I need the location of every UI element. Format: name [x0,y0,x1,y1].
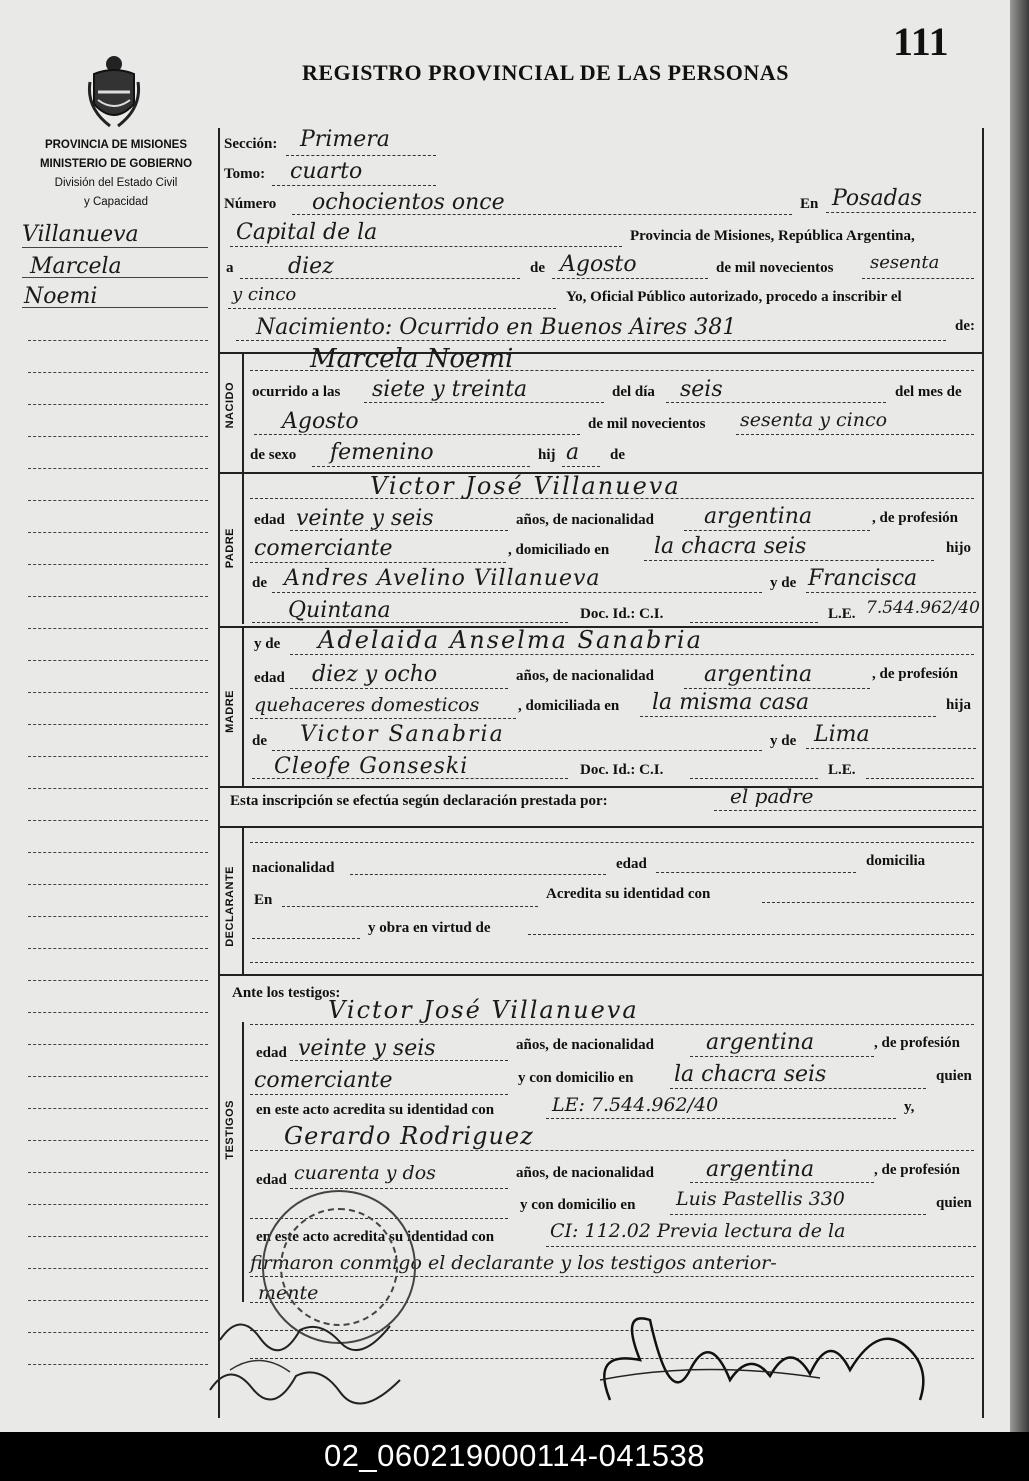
page-edge-shadow [1010,0,1029,1432]
value-cierre-1: firmaron conmigo el declarante y los testigos anterior- [250,1252,777,1274]
label-madre-y-de: y de [254,636,281,652]
value-anio-nac: sesenta y cinco [740,409,888,431]
label-del-mes: del mes de [895,384,962,400]
label-t2-quien: quien [936,1195,972,1211]
label-padre-anos: años, de nacionalidad [516,512,654,528]
left-frame-line [218,128,220,1418]
signature-officer [580,1290,960,1420]
coat-of-arms-icon [84,52,144,132]
value-cierre-2: mente [258,1282,319,1304]
section-declarante: DECLARANTE [224,866,236,947]
value-testigo1-edad: veinte y seis [298,1036,436,1061]
label-madre-dom: , domiciliada en [518,698,620,714]
label-de-padres: de [610,447,625,463]
value-testigo2-nac: argentina [706,1157,815,1182]
label-dec-edad: edad [616,856,647,872]
label-de-colon: de: [955,318,975,334]
label-t1-acredita: en este acto acredita su identidad con [256,1102,495,1118]
org-line: MINISTERIO DE GOBIERNO [39,158,193,170]
value-testigo1-prof: comerciante [254,1068,393,1093]
label-ante-testigos: Ante los testigos: [232,985,341,1001]
value-padre-nac: argentina [704,504,813,529]
value-testigo1-dom: la chacra seis [674,1062,827,1087]
value-padre-nombre: Victor José Villanueva [370,472,681,500]
page-number: 111 [893,19,949,64]
label-t1-anos: años, de nacionalidad [516,1037,654,1053]
label-t2-dom: y con domicilio en [520,1197,636,1213]
footer-bar [0,1432,1029,1481]
value-padre-dom: la chacra seis [654,534,807,559]
document-title: REGISTRO PROVINCIAL DE LAS PERSONAS [302,60,789,85]
value-hora: siete y treinta [372,377,528,402]
value-madre-prof: quehaceres domesticos [254,694,480,716]
value-capital: Capital de la [236,220,378,245]
value-en: Posadas [832,186,923,211]
label-t2-edad: edad [256,1172,287,1188]
value-testigo2-edad: cuarenta y dos [294,1162,436,1184]
label-hij: hij [538,447,556,463]
value-seccion: Primera [300,127,390,152]
org-line: División del Estado Civil [54,177,178,189]
label-padre-le: L.E. [828,606,856,622]
label-padre-dom: , domiciliado en [508,542,610,558]
label-provincia: Provincia de Misiones, República Argentina, [630,228,915,244]
label-t2-prof: , de profesión [874,1162,960,1178]
value-testigo2-nombre: Gerardo Rodriguez [284,1122,534,1150]
label-madre-prof: , de profesión [872,666,958,682]
label-de: de [530,260,545,276]
label-dec-domicilia: domicilia [866,853,926,869]
issuing-office [18,136,214,212]
label-sexo: de sexo [250,447,297,463]
margin-surname: Villanueva [22,222,139,247]
label-hija: hija [946,697,972,713]
value-madre-padre: Victor Sanabria [300,722,505,747]
value-testigo2-dom: Luis Pastellis 330 [676,1188,845,1210]
label-en: En [800,196,819,212]
value-anio-cont: y cinco [232,284,297,305]
label-t2-acredita: en este acto acredita su identidad con [256,1229,495,1245]
value-sexo: femenino [330,440,434,465]
value-padre-le: 7.544.962/40 [866,598,980,618]
label-padre-de: de [252,575,267,591]
value-numero: ochocientos once [312,190,505,215]
value-madre-nac: argentina [704,662,813,687]
value-dia: diez [288,254,334,279]
label-padre-edad: edad [254,512,285,528]
value-testigo2-doc: CI: 112.02 Previa lectura de la [550,1220,846,1242]
label-t1-edad: edad [256,1045,287,1061]
value-anio: sesenta [870,252,940,273]
org-line: y Capacidad [84,196,148,208]
value-madre-madre: Lima [814,722,870,747]
label-t1-dom: y con domicilio en [518,1070,634,1086]
value-padre-madre-cont: Quintana [288,598,391,623]
value-madre-nombre: Adelaida Anselma Sanabria [318,626,703,654]
value-mes: Agosto [560,252,637,277]
value-padre-padre: Andres Avelino Villanueva [284,566,601,591]
value-declarante: el padre [730,784,814,808]
value-mes-nac: Agosto [282,409,359,434]
label-padre-y-de: y de [770,575,797,591]
label-madre-le: L.E. [828,762,856,778]
value-padre-edad: veinte y seis [296,506,434,531]
value-acta: Nacimiento: Ocurrido en Buenos Aires 381 [256,315,737,340]
margin-name-2: Noemi [24,284,98,309]
label-t2-anos: años, de nacionalidad [516,1165,654,1181]
label-seccion: Sección: [224,136,278,152]
value-testigo1-nac: argentina [706,1030,815,1055]
label-madre-doc: Doc. Id.: C.I. [580,762,664,778]
value-nombre: Marcela Noemi [310,344,514,374]
label-dec-nacionalidad: nacionalidad [252,860,335,876]
signature-witnesses [200,1300,440,1420]
label-madre-de: de [252,733,267,749]
value-testigo1-doc: LE: 7.544.962/40 [552,1094,719,1116]
value-testigo1-nombre: Victor José Villanueva [328,996,639,1024]
label-dec-y-obra: y obra en virtud de [368,920,491,936]
label-madre-edad: edad [254,670,285,686]
label-hijo: hijo [946,540,972,556]
label-esta-inscripcion: Esta inscripción se efectúa según declaración prestada por: [230,793,608,809]
section-testigos: TESTIGOS [224,1100,236,1160]
label-del-dia: del día [612,384,655,400]
value-madre-edad: diez y ocho [312,662,438,687]
org-line: PROVINCIA DE MISIONES [44,139,188,151]
margin-name-1: Marcela [30,254,122,279]
value-tomo: cuarto [290,159,363,184]
label-dec-acredita: Acredita su identidad con [546,886,711,902]
value-padre-prof: comerciante [254,536,393,561]
label-yo: Yo, Oficial Público autorizado, procedo a inscribir el [566,289,902,305]
value-hij: a [566,440,580,465]
label-t1-quien: quien [936,1068,972,1084]
label-madre-y-de2: y de [770,733,797,749]
label-padre-prof: , de profesión [872,510,958,526]
label-de-mil: de mil novecientos [716,260,834,276]
value-padre-madre: Francisca [808,566,918,591]
value-dia-nac: seis [680,377,723,402]
section-padre: PADRE [224,528,236,569]
label-padre-doc: Doc. Id.: C.I. [580,606,664,622]
value-madre-madre-cont: Cleofe Gonseski [274,754,469,779]
label-tomo: Tomo: [224,166,266,182]
label-dec-en: En [254,892,273,908]
section-nacido: NACIDO [224,382,236,429]
value-madre-dom: la misma casa [652,690,810,715]
right-frame-line [982,128,984,1418]
label-numero: Número [224,196,277,212]
label-t1-prof: , de profesión [874,1035,960,1051]
label-a: a [226,260,234,276]
label-madre-anos: años, de nacionalidad [516,668,654,684]
section-madre: MADRE [224,690,236,733]
label-t1-y: y, [904,1099,915,1115]
label-ocurrido: ocurrido a las [252,384,341,400]
document-id: 02_060219000114-041538 [323,1438,706,1473]
label-de-mil-2: de mil novecientos [588,416,706,432]
